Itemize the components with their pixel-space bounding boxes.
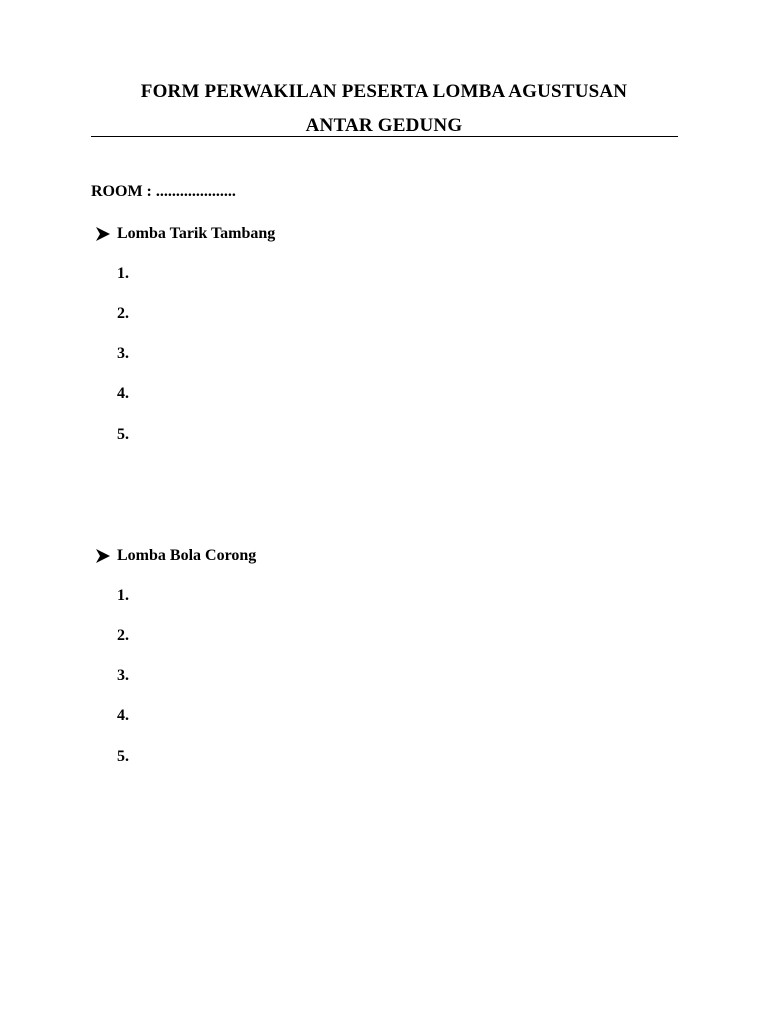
list-item-number: 5. [117, 748, 129, 765]
list-item-number: 4. [117, 707, 129, 724]
arrow-bullet-icon [93, 548, 113, 564]
list-item-number: 5. [117, 426, 129, 443]
document-title-line-2: ANTAR GEDUNG [305, 115, 463, 136]
list-item-number: 2. [117, 305, 129, 322]
section-heading-bola-corong [93, 548, 256, 564]
section-heading-label: Lomba Tarik Tambang [117, 225, 276, 242]
arrow-bullet-icon [93, 226, 113, 242]
list-item-number: 1. [117, 265, 129, 282]
section-heading-tarik-tambang [93, 226, 275, 242]
document-title-line-1: FORM PERWAKILAN PESERTA LOMBA AGUSTUSAN [140, 81, 628, 102]
list-item-number: 3. [117, 667, 129, 684]
list-item-number: 4. [117, 385, 129, 402]
section-heading-label: Lomba Bola Corong [117, 547, 257, 564]
list-item-number: 3. [117, 345, 129, 362]
room-field: ROOM : .................... [91, 183, 236, 200]
list-item-number: 1. [117, 587, 129, 604]
list-item-number: 2. [117, 627, 129, 644]
title-divider [91, 136, 678, 137]
